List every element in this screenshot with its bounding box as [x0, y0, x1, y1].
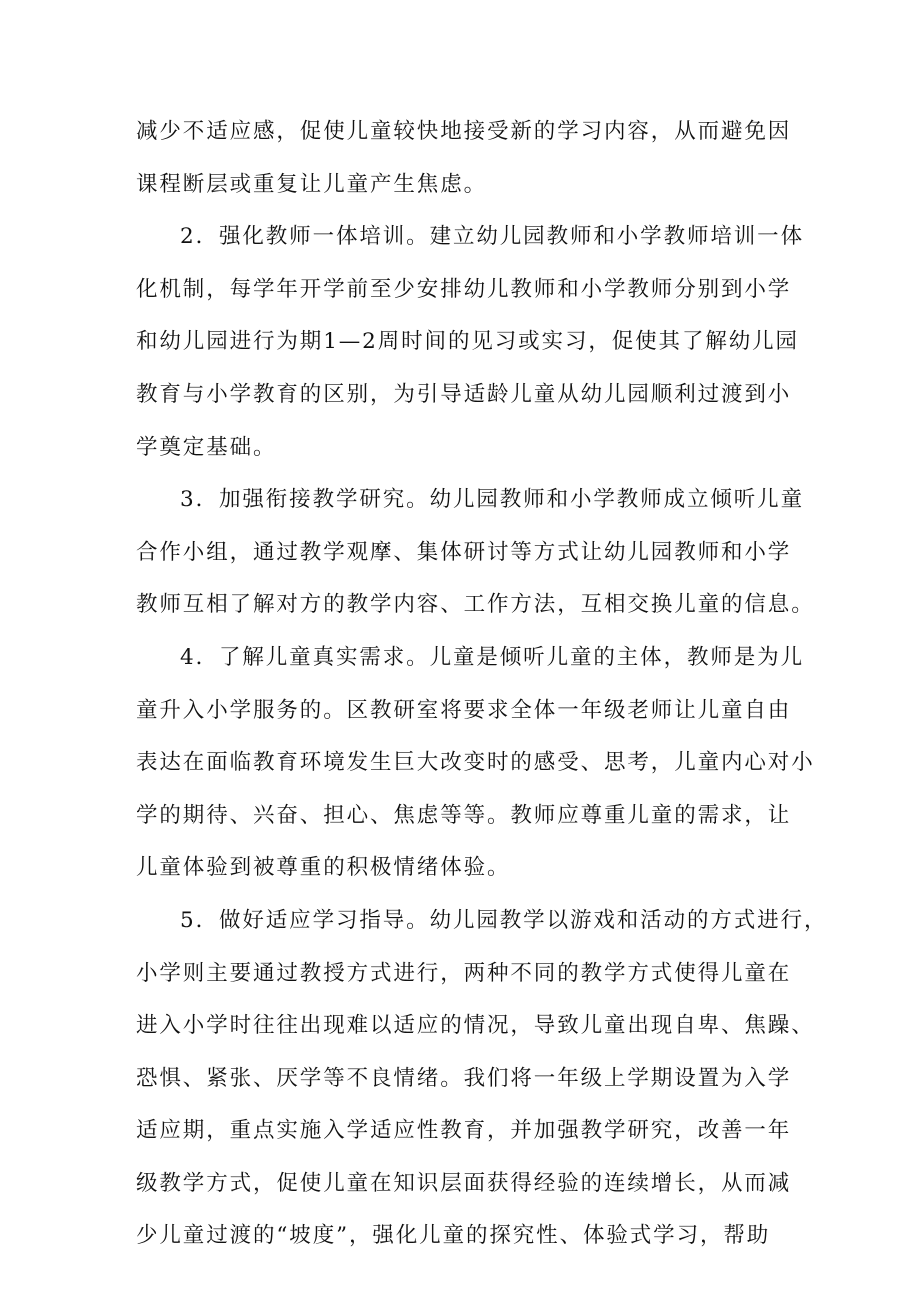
text-line: 4．了解儿童真实需求。儿童是倾听儿童的主体，教师是为儿 — [180, 644, 804, 670]
text-line: 化机制，每学年开学前至少安排幼儿教师和小学教师分别到小学 — [136, 276, 792, 302]
paragraph-children-needs — [136, 632, 815, 895]
text-line: 儿童体验到被尊重的积极情绪体验。 — [136, 855, 511, 881]
text-line: 2．强化教师一体培训。建立幼儿园教师和小学教师培训一体 — [180, 224, 804, 250]
paragraph-continuation — [136, 106, 796, 211]
text-line: 适应期，重点实施入学适应性教育，并加强教学研究，改善一年 — [136, 1118, 792, 1144]
text-line: 合作小组，通过教学观摩、集体研讨等方式让幼儿园教师和小学 — [136, 539, 792, 565]
text-line: 童升入小学服务的。区教研室将要求全体一年级老师让儿童自由 — [136, 697, 792, 723]
text-line: 和幼儿园进行为期1—2周时间的见习或实习，促使其了解幼儿园 — [136, 329, 799, 355]
text-line: 表达在面临教育环境发生巨大改变时的感受、思考，儿童内心对小 — [136, 750, 815, 776]
text-line: 教育与小学教育的区别，为引导适龄儿童从幼儿园顺利过渡到小 — [136, 381, 792, 407]
text-line: 课程断层或重复让儿童产生焦虑。 — [136, 171, 488, 197]
text-line: 3．加强衔接教学研究。幼儿园教师和小学教师成立倾听儿童 — [180, 487, 804, 513]
document-body — [136, 106, 828, 1263]
paragraph-teaching-research — [136, 474, 815, 632]
text-line: 教师互相了解对方的教学内容、工作方法，互相交换儿童的信息。 — [136, 592, 815, 618]
text-line: 进入小学时往往出现难以适应的情况，导致儿童出现自卑、焦躁、 — [136, 1013, 815, 1039]
paragraph-learning-guidance — [136, 895, 828, 1263]
text-line: 5．做好适应学习指导。幼儿园教学以游戏和活动的方式进行， — [180, 907, 828, 933]
text-line: 学奠定基础。 — [136, 434, 277, 460]
paragraph-teacher-training — [136, 211, 804, 474]
text-line: 学的期待、兴奋、担心、焦虑等等。教师应尊重儿童的需求，让 — [136, 802, 792, 828]
text-line: 小学则主要通过教授方式进行，两种不同的教学方式使得儿童在 — [136, 960, 792, 986]
text-line: 少儿童过渡的“坡度”，强化儿童的探究性、体验式学习，帮助 — [136, 1223, 771, 1249]
text-line: 减少不适应感，促使儿童较快地接受新的学习内容，从而避免因 — [136, 119, 792, 144]
text-line: 恐惧、紧张、厌学等不良情绪。我们将一年级上学期设置为入学 — [136, 1065, 792, 1091]
text-line: 级教学方式，促使儿童在知识层面获得经验的连续增长，从而减 — [136, 1170, 792, 1196]
